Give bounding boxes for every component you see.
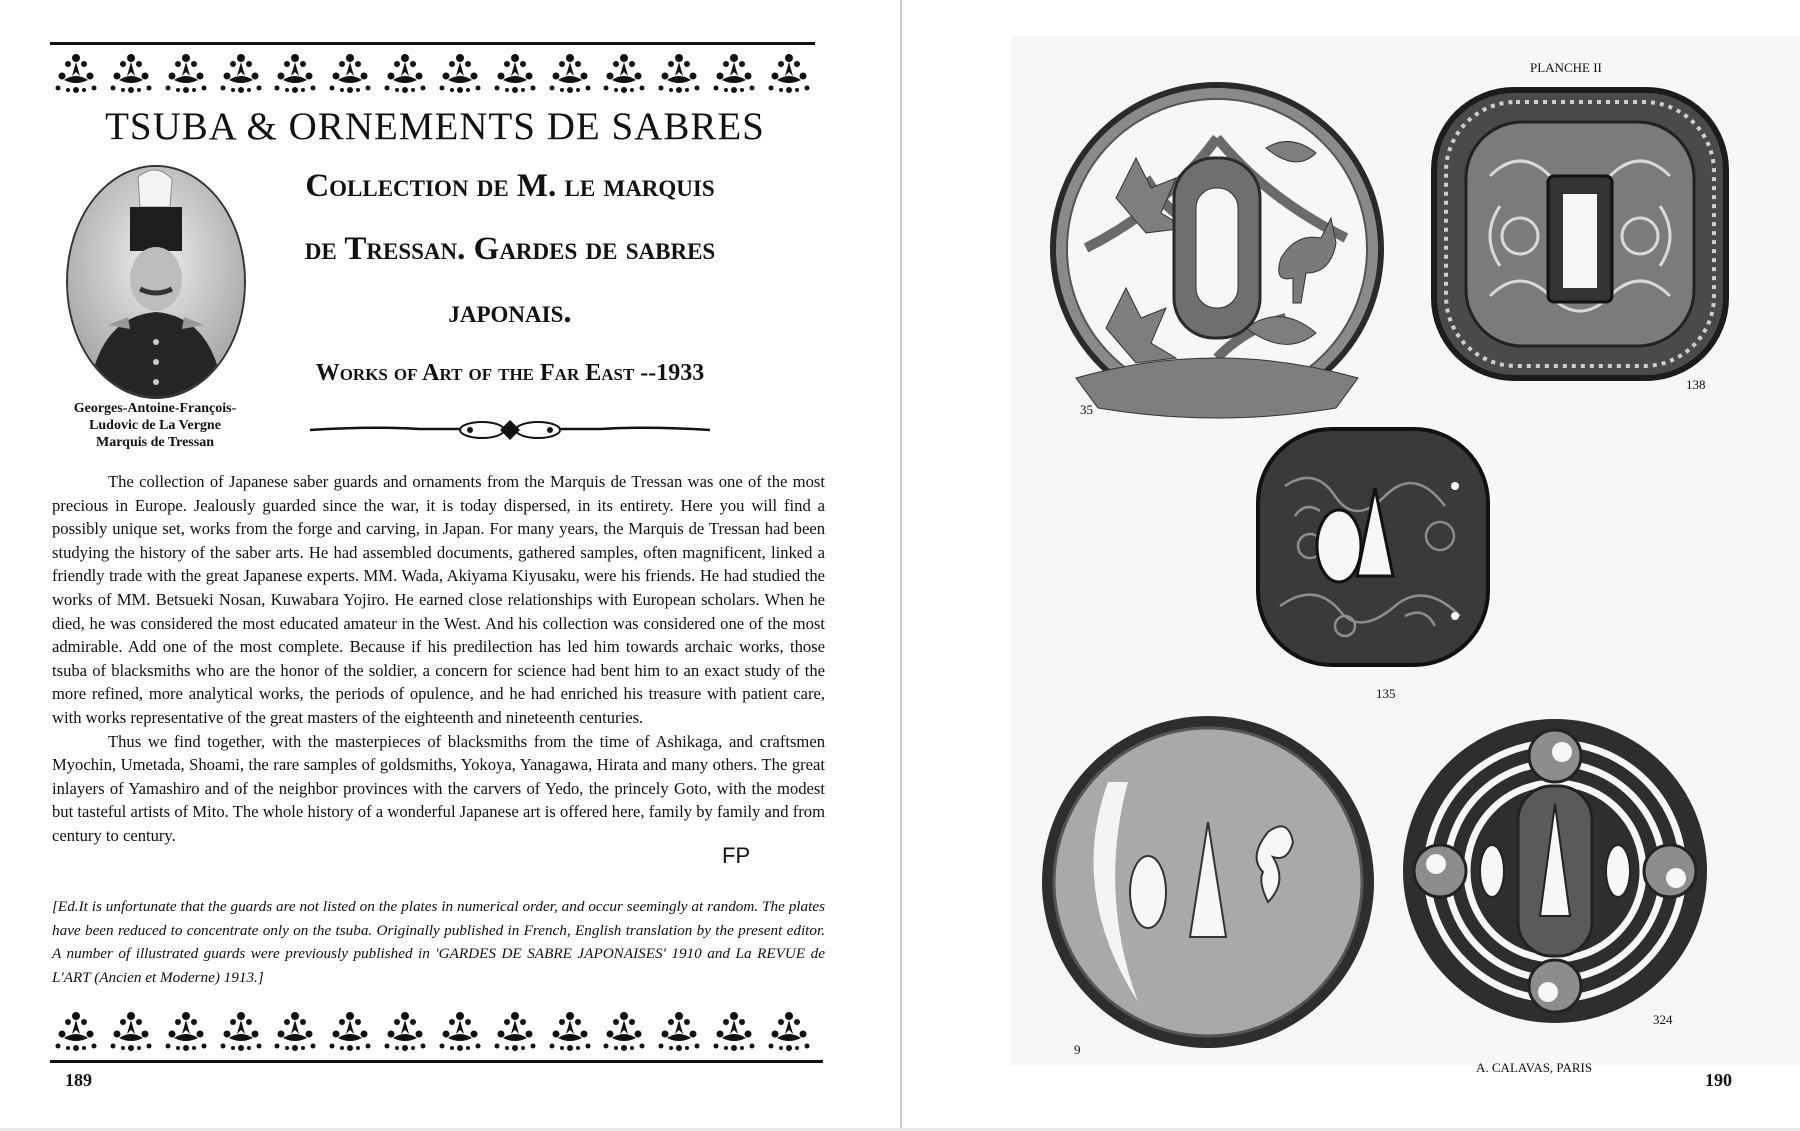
left-page <box>0 0 900 1128</box>
floral-ornament <box>50 50 102 101</box>
floral-ornament <box>215 50 267 101</box>
ornamental-divider <box>310 415 710 445</box>
editor-note: [Ed.It is unfortunate that the guards are not listed on the plates in numerical order, and occur seemingly at random. The plates have been reduced to concentrate only on the tsuba. Originally published in French, English translation by the present editor. A number of illustrated guards were previously published in 'GARDES DE SABRE JAPONAISES' 1910 and La REVUE de L'ART (Ancien et Moderne) 1913.] <box>52 898 825 986</box>
plate-title: PLANCHE II <box>1530 60 1602 75</box>
paragraph: The collection of Japanese saber guards and ornaments from the Marquis de Tressan was one of the most precious in Europe. Jealously guarded since the war, it is today dispersed, in its entirety. Here you will find a possibly unique set, works from the forge and carving, in Japan. For many years, the Marquis de Tressan had been studying the history of the saber arts. He had assembled documents, gathered samples, often magnificent, linked a friendly trade with the great Japanese experts. MM. Wada, Akiyama Kiyusaku, were his friends. He had studied the works of MM. Betsueki Nosan, Kuwabara Yojiro. He earned close relationships with European scholars. When he died, he was considered the most educated amateur in the West. And his collection was considered one of the most admirable. Add one of the most complete. Because if his predilection has led him towards archaic works, those tsuba of blacksmiths who are the honor of the soldier, a concern for science had bent him to an exact study of the more refined, more analytical works, the periods of opulence, and he had enriched his treasure with patient care, with works representative of the great masters of the eighteenth and nineteenth centuries. <box>52 472 825 727</box>
floral-ornament <box>708 1008 760 1059</box>
floral-ornament <box>160 1008 212 1059</box>
floral-ornament <box>105 1008 157 1059</box>
floral-ornament <box>269 50 321 101</box>
tsuba-9-image <box>1038 712 1378 1052</box>
floral-ornament <box>653 50 705 101</box>
floral-ornament <box>434 50 486 101</box>
floral-ornament <box>489 1008 541 1059</box>
body-text <box>52 470 825 848</box>
floral-ornament <box>324 1008 376 1059</box>
page-number-left: 189 <box>65 1070 92 1090</box>
bottom-rule <box>50 1060 823 1063</box>
tsuba-number: 135 <box>1376 686 1396 701</box>
floral-ornament <box>434 1008 486 1059</box>
tsuba-35-image <box>1046 78 1388 420</box>
tsuba-138-image <box>1430 86 1730 382</box>
top-ornament-band <box>50 50 815 101</box>
floral-ornament <box>763 1008 815 1059</box>
tsuba-number: 138 <box>1686 377 1706 392</box>
floral-ornament <box>763 50 815 101</box>
floral-ornament <box>160 50 212 101</box>
bottom-ornament-band <box>50 1008 815 1059</box>
plate-image <box>1010 36 1800 1075</box>
secondary-title: Works of Art of the Far East --1933 <box>315 360 705 386</box>
main-title: TSUBA & ORNEMENTS DE SABRES <box>105 105 765 148</box>
portrait-caption <box>40 400 270 451</box>
floral-ornament <box>379 1008 431 1059</box>
floral-ornament <box>544 50 596 101</box>
subtitle-line: de Tressan. Gardes de sabres <box>304 231 716 267</box>
floral-ornament <box>653 1008 705 1059</box>
floral-ornament <box>708 50 760 101</box>
subtitle-line: Collection de M. le marquis <box>305 168 715 204</box>
paragraph: Thus we find together, with the masterpieces of blacksmiths from the time of Ashikaga, and craftsmen Myochin, Umetada, Shoami, the rare samples of goldsmiths, Yokoya, Yanagawa, Hirata and many others. The great inlayers of Yamashiro and of the neighbor provinces with the carvers of Yedo, the princely Goto, with the modest but tasteful artists of Mito. The whole history of a wonderful Japanese art is offered here, family by family and from century to century. <box>52 731 825 845</box>
top-rule <box>50 42 815 45</box>
caption-line: Ludovic de La Vergne <box>89 418 221 433</box>
portrait-photo <box>66 165 246 399</box>
tsuba-number: 9 <box>1074 1042 1081 1057</box>
floral-ornament <box>105 50 157 101</box>
subtitle-line: japonais. <box>448 294 572 330</box>
floral-ornament <box>379 50 431 101</box>
tsuba-135-image <box>1255 426 1491 668</box>
tsuba-324-image <box>1400 716 1710 1026</box>
floral-ornament <box>50 1008 102 1059</box>
floral-ornament <box>269 1008 321 1059</box>
fp-mark: FP <box>722 843 751 868</box>
page-number-right: 190 <box>1705 1070 1732 1090</box>
floral-ornament <box>598 50 650 101</box>
tsuba-number: 324 <box>1653 1012 1673 1027</box>
right-page <box>902 0 1800 1128</box>
floral-ornament <box>324 50 376 101</box>
caption-line: Georges-Antoine-François- <box>73 401 237 416</box>
tsuba-number: 35 <box>1080 402 1093 417</box>
publisher-credit: A. CALAVAS, PARIS <box>1476 1060 1593 1075</box>
floral-ornament <box>489 50 541 101</box>
floral-ornament <box>598 1008 650 1059</box>
floral-ornament <box>544 1008 596 1059</box>
caption-line: Marquis de Tressan <box>96 435 214 450</box>
floral-ornament <box>215 1008 267 1059</box>
